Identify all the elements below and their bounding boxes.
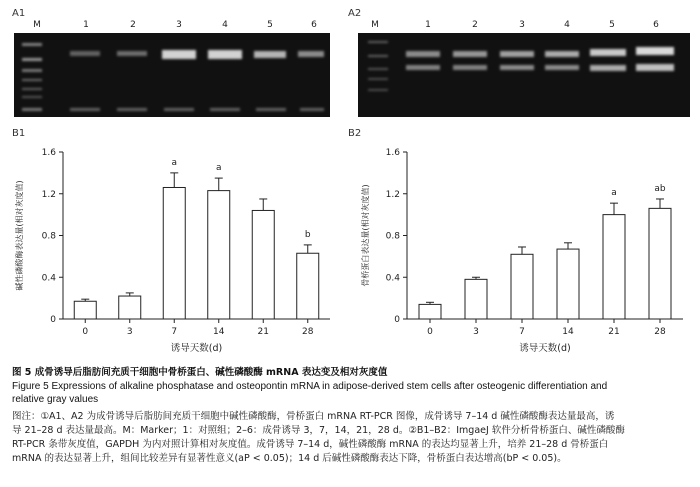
significance-label: b	[304, 229, 311, 240]
y-tick-label: 1.2	[41, 189, 56, 200]
lane-label: 3	[176, 20, 182, 30]
y-tick-label: 0.4	[385, 273, 400, 284]
bar	[74, 301, 96, 319]
x-tick-label: 21	[608, 327, 620, 337]
panel-label-a2: A2	[348, 8, 362, 19]
panel-label-a1: A1	[12, 8, 26, 19]
lane-label: 6	[311, 20, 317, 30]
figure-title-en	[12, 380, 692, 406]
x-tick-label: 0	[427, 327, 433, 337]
chart-b2	[350, 128, 700, 363]
bar	[419, 304, 441, 319]
lane-label: 5	[267, 20, 273, 30]
x-axis-label: 诱导天数(d)	[170, 343, 223, 354]
x-tick-label: 3	[473, 327, 479, 337]
figure-note-line: mRNA 的表达显著上升，组间比较差异有显著性意义(aP < 0.05)；14 d 后碱性磷酸酶表达下降，骨桥蛋白表达增高(bP < 0.05)。	[12, 453, 567, 464]
figure-note-line: RT-PCR 条带灰度值，GAPDH 为内对照计算相对灰度值。成骨诱导 7–14 d，碱性磷酸酶 mRNA 的表达均显著上升，培养 21–28 d 骨桥蛋白	[12, 439, 609, 450]
figure-note-line: 图注：①A1、A2 为成骨诱导后脂肪间充质干细胞中碱性磷酸酶，骨桥蛋白 mRNA RT-PCR 图像，成骨诱导 7–14 d 碱性磷酸酶表达量最高，诱	[12, 411, 615, 422]
lane-label: 1	[425, 20, 431, 30]
lane-label: 3	[519, 20, 525, 30]
gel-image-a1	[14, 33, 330, 117]
x-tick-label: 7	[519, 327, 525, 337]
lane-label: 2	[130, 20, 136, 30]
gel-image-a2	[358, 33, 690, 117]
significance-label: a	[215, 163, 222, 174]
lane-label: 4	[222, 20, 228, 30]
y-tick-label: 0.8	[385, 231, 400, 242]
y-tick-label: 0	[394, 315, 400, 325]
figure-note	[12, 410, 692, 466]
x-tick-label: 0	[82, 327, 89, 337]
significance-label: a	[611, 188, 617, 199]
significance-label: ab	[654, 183, 666, 194]
bar	[465, 279, 487, 319]
panel-label-b1: B1	[12, 128, 26, 139]
x-tick-label: 14	[562, 327, 574, 337]
x-tick-label: 21	[257, 327, 269, 337]
marker-label: M	[371, 20, 379, 30]
y-axis-label: 骨桥蛋白表达量(相对灰度值)	[361, 184, 370, 287]
y-tick-label: 0.4	[41, 273, 56, 284]
lane-label: 2	[472, 20, 478, 30]
figure-title-en-line2: relative gray values	[12, 394, 99, 405]
bar	[557, 249, 579, 319]
chart-b1	[0, 128, 350, 363]
figure-title-cn: 图 5 成骨诱导后脂肪间充质干细胞中骨桥蛋白、碱性磷酸酶 mRNA 表达变及相对灰度值	[12, 367, 388, 378]
bar	[208, 191, 230, 319]
figure-note-line: 导 21–28 d 表达量最高。M：Marker；1：对照组；2–6：成骨诱导 3，7，14，21，28 d。②B1–B2：ImgaeJ 软件分析骨桥蛋白、碱性磷酸酶	[12, 425, 625, 436]
y-tick-label: 1.2	[385, 189, 400, 200]
bar	[649, 208, 671, 319]
y-tick-label: 0.8	[41, 231, 56, 242]
gel-a1-bands	[14, 33, 330, 117]
x-tick-label: 28	[302, 327, 314, 337]
lane-label: 6	[653, 20, 659, 30]
x-tick-label: 7	[171, 327, 178, 337]
y-axis-label: 碱性磷酸酶表达量(相对灰度值)	[15, 180, 24, 291]
lane-label: 5	[609, 20, 615, 30]
y-tick-label: 0	[50, 315, 56, 325]
x-tick-label: 3	[126, 327, 133, 337]
bar	[163, 187, 185, 319]
lane-label: 1	[83, 20, 89, 30]
bar	[511, 254, 533, 319]
bar	[297, 253, 319, 319]
gel-a2-bands	[358, 33, 690, 117]
y-tick-label: 1.6	[385, 148, 400, 158]
panel-label-b2: B2	[348, 128, 362, 139]
significance-label: a	[171, 157, 178, 168]
x-tick-label: 28	[654, 327, 666, 337]
x-axis-label: 诱导天数(d)	[519, 343, 571, 354]
figure-title-en-line1: Figure 5 Expressions of alkaline phosphatase and osteopontin mRNA in adipose-derived stem cells after osteogenic differentiation and	[12, 381, 608, 392]
marker-label: M	[33, 20, 41, 30]
x-tick-label: 14	[213, 327, 225, 337]
bar	[252, 210, 274, 319]
bar	[119, 296, 141, 319]
bar	[603, 215, 625, 319]
lane-label: 4	[564, 20, 570, 30]
y-tick-label: 1.6	[41, 148, 56, 158]
